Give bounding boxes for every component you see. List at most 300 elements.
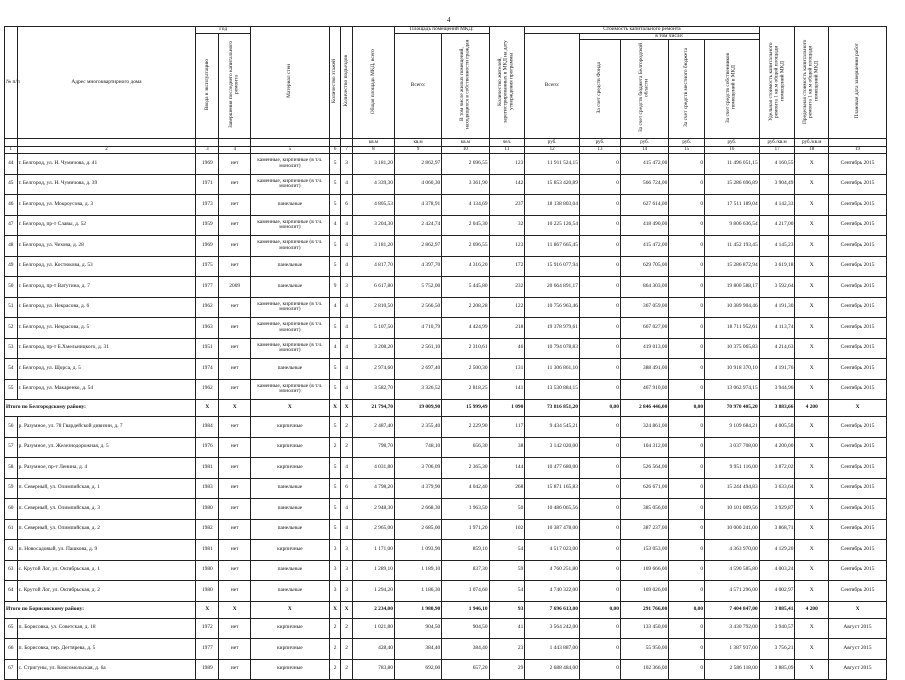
cell-en: 3	[341, 560, 353, 581]
column-index-cell: 16	[705, 147, 760, 154]
cell-cl: 0	[669, 359, 705, 380]
row-number: 62	[5, 540, 18, 561]
cell-res: 41	[489, 618, 525, 639]
cell-pa: 4 379,90	[394, 478, 441, 499]
cell-cl: 0	[669, 478, 705, 499]
cell-mx: X	[795, 318, 829, 339]
address-cell: п. Борисовка, ул. Советская, д. 18	[17, 618, 196, 639]
header-region: За счет средств бюджета Белгородской области	[620, 40, 668, 139]
cell-en: 4	[341, 359, 353, 380]
cell-dt: X	[829, 601, 887, 618]
cell-cl: 0	[669, 458, 705, 479]
cell-ct: 4 517 023,00	[525, 540, 580, 561]
cell-y2: нет	[219, 417, 251, 438]
address-cell: с. Крутой Лог, ул. Октябрьская, д. 1	[17, 560, 196, 581]
column-index-cell: 12	[525, 147, 580, 154]
column-index-cell: 17	[759, 147, 795, 154]
cell-cl: 0	[669, 277, 705, 298]
cell-pa: 4 397,70	[394, 256, 441, 277]
cell-en: X	[341, 400, 353, 417]
cell-po: 2 310,61	[442, 338, 489, 359]
cell-fl: 3	[329, 560, 341, 581]
row-number: 46	[5, 195, 18, 216]
cell-res: 218	[489, 318, 525, 339]
cell-us: 3 872,02	[759, 458, 795, 479]
table-row	[5, 379, 887, 400]
cell-cr: 388 491,00	[620, 359, 668, 380]
cell-mx: X	[795, 195, 829, 216]
table-row	[5, 417, 887, 438]
cell-ta: 1 289,10	[352, 560, 394, 581]
unit-cell: кв.м	[394, 139, 441, 147]
cell-y1: 1989	[196, 659, 219, 680]
cell-ct: 18 138 803,04	[525, 195, 580, 216]
cell-pa: 2 685,00	[394, 519, 441, 540]
cell-ct: 20 664 891,17	[525, 277, 580, 298]
cell-cr: 526 564,00	[620, 458, 668, 479]
cell-y1: 1963	[196, 318, 219, 339]
table-row	[5, 618, 887, 639]
cell-po: 2 818,25	[442, 379, 489, 400]
cell-ct: 2 688 484,00	[525, 659, 580, 680]
cell-co: 10 918 370,10	[705, 359, 760, 380]
address-cell: п. Северный, ул. Олимпийская, д. 3	[17, 499, 196, 520]
column-index-cell: 19	[829, 147, 887, 154]
cell-y2: нет	[219, 560, 251, 581]
cell-ta: 2 234,00	[352, 601, 394, 618]
cell-dt: Сентябрь 2015	[829, 437, 887, 458]
cell-ct: 15 871 165,83	[525, 478, 580, 499]
cell-us: 4 113,74	[759, 318, 795, 339]
row-number: 50	[5, 277, 18, 298]
column-index-cell: 9	[394, 147, 441, 154]
cell-cf: 0	[579, 519, 620, 540]
cell-y1: 1971	[196, 174, 219, 195]
cell-cr: 324 861,00	[620, 417, 668, 438]
cell-en: 4	[341, 318, 353, 339]
table-row	[5, 581, 887, 602]
address-cell: р. Разумное, ул. 78 Гвардейской дивизии, д. 7	[17, 417, 196, 438]
table-row	[5, 338, 887, 359]
row-number: 57	[5, 437, 18, 458]
cell-ct: 10 387 478,00	[525, 519, 580, 540]
row-number: 54	[5, 359, 18, 380]
cell-cl: 0,00	[669, 601, 705, 618]
cell-us: 3 756,21	[759, 639, 795, 660]
cell-mx: X	[795, 639, 829, 660]
cell-cr: 418 490,00	[620, 215, 668, 236]
unit-cell	[17, 139, 196, 147]
cell-y1: 1983	[196, 478, 219, 499]
cell-y1: 1962	[196, 379, 219, 400]
cell-y1: 1977	[196, 277, 219, 298]
cell-po: 2 208,28	[442, 297, 489, 318]
address-cell: г. Белгород, пр-т Славы, д. 52	[17, 215, 196, 236]
cell-en: 2	[341, 618, 353, 639]
cell-cl: 0	[669, 236, 705, 257]
cell-cf: 0	[579, 338, 620, 359]
unit-cell	[196, 139, 219, 147]
cell-res: 141	[489, 379, 525, 400]
cell-mat: каменные, кирпичные (в т.ч. монолит)	[250, 338, 329, 359]
cell-ct: 10 794 078,83	[525, 338, 580, 359]
cell-ta: 4 805,53	[352, 195, 394, 216]
cell-pa: 3 706,09	[394, 458, 441, 479]
cell-cf: 0	[579, 195, 620, 216]
cell-ta: 3 582,70	[352, 379, 394, 400]
cell-dt: Сентябрь 2015	[829, 236, 887, 257]
cell-co: 9 806 636,54	[705, 215, 760, 236]
cell-co: 18 711 952,61	[705, 318, 760, 339]
cell-mat: панельные	[250, 256, 329, 277]
header-wall-material: Материал стен	[250, 27, 329, 139]
cell-mx: X	[795, 659, 829, 680]
address-cell: п. Борисовка, пер. Дегтярева, д. 5	[17, 639, 196, 660]
cell-y1: 1984	[196, 417, 219, 438]
header-year-built: Ввода в эксплуатацию	[196, 33, 219, 138]
cell-po: 2 696,55	[442, 154, 489, 175]
column-index-cell: 15	[669, 147, 705, 154]
cell-res: 59	[489, 560, 525, 581]
cell-us: 3 940,57	[759, 618, 795, 639]
cell-co: 7 404 847,00	[705, 601, 760, 618]
address-cell: р. Разумное, ул. Железнодорожная, д. 5	[17, 437, 196, 458]
cell-mat: кирпичные	[250, 540, 329, 561]
cell-y2: нет	[219, 659, 251, 680]
cell-mat: панельные	[250, 195, 329, 216]
cell-cf: 0	[579, 236, 620, 257]
cell-ct: 13 530 884,15	[525, 379, 580, 400]
column-index-cell: 14	[620, 147, 668, 154]
cell-co: 1 387 937,00	[705, 639, 760, 660]
cell-pa: 2 566,50	[394, 297, 441, 318]
cell-fl: X	[329, 601, 341, 618]
header-year-last-repair: Завершения последнего капитального ремонта	[219, 33, 251, 138]
table-row	[5, 195, 887, 216]
cell-co: 3 037 708,00	[705, 437, 760, 458]
cell-ct: 4 740 322,00	[525, 581, 580, 602]
cell-res: 50	[489, 499, 525, 520]
cell-res: 38	[489, 437, 525, 458]
cell-cr: 291 766,00	[620, 601, 668, 618]
cell-y2: нет	[219, 581, 251, 602]
address-cell: р. Разумное, пр-т Ленина, д. 4	[17, 458, 196, 479]
header-floors: Количество этажей	[329, 27, 341, 139]
cell-cl: 0	[669, 581, 705, 602]
cell-y1: 1982	[196, 519, 219, 540]
cell-y2: нет	[219, 618, 251, 639]
cell-mx: X	[795, 618, 829, 639]
cell-us: 4 002,97	[759, 581, 795, 602]
cell-mx: 4 200	[795, 601, 829, 618]
cell-mat: каменные, кирпичные (в т.ч. монолит)	[250, 215, 329, 236]
cell-us: 3 592,64	[759, 277, 795, 298]
cell-cf: 0	[579, 379, 620, 400]
cell-po: 2 500,30	[442, 359, 489, 380]
cell-mat: кирпичные	[250, 659, 329, 680]
cell-mat: кирпичные	[250, 618, 329, 639]
cell-y2: нет	[219, 236, 251, 257]
cell-en: 4	[341, 215, 353, 236]
cell-pa: 2 424,74	[394, 215, 441, 236]
unit-cell: руб.	[620, 139, 668, 147]
cell-en: 2	[341, 437, 353, 458]
page-number: 4	[447, 16, 451, 24]
cell-dt: Август 2015	[829, 639, 887, 660]
column-index-cell: 11	[489, 147, 525, 154]
cell-ct: 3 142 020,00	[525, 437, 580, 458]
cell-mx: X	[795, 277, 829, 298]
column-index-cell: 8	[352, 147, 394, 154]
cell-mat: кирпичные	[250, 437, 329, 458]
cell-po: 1 971,20	[442, 519, 489, 540]
cell-co: 4 590 585,80	[705, 560, 760, 581]
header-premises-total: Всего:	[394, 33, 441, 138]
header-planned-date: Плановая дата завершения работ	[829, 27, 887, 139]
cell-cr: 415 472,00	[620, 154, 668, 175]
cell-co: 13 062 974,15	[705, 379, 760, 400]
cell-us: 4 145,23	[759, 236, 795, 257]
cell-mat: панельные	[250, 560, 329, 581]
row-number: 61	[5, 519, 18, 540]
cell-us: 4 003,24	[759, 560, 795, 581]
cell-dt: Август 2015	[829, 618, 887, 639]
cell-cr: 2 846 446,00	[620, 400, 668, 417]
unit-cell: руб.	[705, 139, 760, 147]
cell-pa: 1 980,90	[394, 601, 441, 618]
units-row	[5, 139, 887, 147]
cell-pa: 3 326,52	[394, 379, 441, 400]
cell-fl: 5	[329, 318, 341, 339]
table-row	[5, 560, 887, 581]
cell-fl: 5	[329, 379, 341, 400]
cell-fl: 4	[329, 338, 341, 359]
cell-co: 15 244 494,83	[705, 478, 760, 499]
cell-po: 2 696,55	[442, 236, 489, 257]
cell-cf: 0,00	[579, 400, 620, 417]
cell-cr: 415 472,00	[620, 236, 668, 257]
cell-us: 3 885,09	[759, 659, 795, 680]
cell-cf: 0	[579, 417, 620, 438]
row-number: 51	[5, 297, 18, 318]
row-number: 49	[5, 256, 18, 277]
cell-en: 4	[341, 519, 353, 540]
header-premises-owned: В том числе жилых помещений, находящихся в собственности граждан	[442, 33, 489, 138]
cell-mx: X	[795, 478, 829, 499]
cell-po: 837,30	[442, 560, 489, 581]
cell-co: 15 286 696,89	[705, 174, 760, 195]
cell-co: 11 496 051,15	[705, 154, 760, 175]
cell-us: 4 200,00	[759, 437, 795, 458]
cell-res: 23	[489, 639, 525, 660]
header-premises-area: Площадь помещений МКД:	[394, 27, 489, 34]
cell-cl: 0	[669, 338, 705, 359]
table-row	[5, 458, 887, 479]
cell-fl: 9	[329, 277, 341, 298]
cell-cl: 0	[669, 215, 705, 236]
row-number: 66	[5, 639, 18, 660]
row-number: 59	[5, 478, 18, 499]
cell-co: 2 586 118,00	[705, 659, 760, 680]
header-total-area: Общая площадь МКД, всего	[352, 27, 394, 139]
cell-y1: 1969	[196, 154, 219, 175]
cell-po: 4 042,40	[442, 478, 489, 499]
cell-y1: 1977	[196, 639, 219, 660]
cell-cl: 0	[669, 379, 705, 400]
table-row	[5, 318, 887, 339]
column-index-cell: 18	[795, 147, 829, 154]
cell-mat: панельные	[250, 581, 329, 602]
cell-res: 117	[489, 417, 525, 438]
cell-ct: 10 756 963,46	[525, 297, 580, 318]
cell-co: 11 452 193,45	[705, 236, 760, 257]
cell-ta: 1 294,20	[352, 581, 394, 602]
column-index-cell: 10	[442, 147, 489, 154]
header-residents: Количество жителей, зарегистрированных в МКД на дату утверждения программы	[489, 27, 525, 139]
cell-cr: 566 724,00	[620, 174, 668, 195]
cell-ct: 19 378 979,61	[525, 318, 580, 339]
cell-ta: 21 794,70	[352, 400, 394, 417]
cell-us: 3 929,87	[759, 499, 795, 520]
cell-co: 10 101 009,56	[705, 499, 760, 520]
cell-cl: 0	[669, 154, 705, 175]
cell-cf: 0,00	[579, 601, 620, 618]
cell-pa: 2 668,30	[394, 499, 441, 520]
cell-ta: 2 948,30	[352, 499, 394, 520]
cell-dt: Сентябрь 2015	[829, 215, 887, 236]
table-row	[5, 478, 887, 499]
cell-mx: X	[795, 338, 829, 359]
cell-y1: 1951	[196, 338, 219, 359]
cell-mat: каменные, кирпичные (в т.ч. монолит)	[250, 154, 329, 175]
cell-cf: 0	[579, 437, 620, 458]
cell-dt: Сентябрь 2015	[829, 581, 887, 602]
cell-y2: нет	[219, 359, 251, 380]
cell-mx: X	[795, 174, 829, 195]
cell-po: 4 134,69	[442, 195, 489, 216]
cell-fl: 5	[329, 519, 341, 540]
total-row	[5, 400, 887, 417]
cell-ta: 783,80	[352, 659, 394, 680]
cell-pa: 692,00	[394, 659, 441, 680]
header-address: Адрес многоквартирного дома	[17, 27, 196, 139]
cell-co: 9 109 684,21	[705, 417, 760, 438]
row-number: 44	[5, 154, 18, 175]
cell-en: 2	[341, 659, 353, 680]
unit-cell	[219, 139, 251, 147]
cell-mat: панельные	[250, 359, 329, 380]
cell-dt: Сентябрь 2015	[829, 195, 887, 216]
cell-fl: 5	[329, 359, 341, 380]
cell-co: 10 389 904,46	[705, 297, 760, 318]
header-max-cost: Предельная стоимость капитального ремонта 1 кв.м общей площади помещений МКД	[795, 27, 829, 139]
cell-y2: нет	[219, 379, 251, 400]
cell-dt: Сентябрь 2015	[829, 318, 887, 339]
cell-y2: нет	[219, 174, 251, 195]
cell-y2: нет	[219, 195, 251, 216]
cell-res: 93	[489, 601, 525, 618]
unit-cell: чел.	[489, 139, 525, 147]
cell-en: 4	[341, 499, 353, 520]
cell-cr: 55 950,00	[620, 639, 668, 660]
row-number: 47	[5, 215, 18, 236]
cell-cr: 467 910,00	[620, 379, 668, 400]
cell-cf: 0	[579, 256, 620, 277]
cell-fl: 5	[329, 174, 341, 195]
cell-y2: нет	[219, 458, 251, 479]
cell-y2: нет	[219, 540, 251, 561]
cell-co: 4 363 970,00	[705, 540, 760, 561]
cell-dt: Сентябрь 2015	[829, 458, 887, 479]
column-index-cell: 7	[341, 147, 353, 154]
cell-po: 4 316,20	[442, 256, 489, 277]
cell-ta: 4 339,30	[352, 174, 394, 195]
table-row	[5, 499, 887, 520]
cell-mx: X	[795, 437, 829, 458]
cell-po: 2 365,30	[442, 458, 489, 479]
cell-cl: 0	[669, 195, 705, 216]
cell-pa: 5 752,00	[394, 277, 441, 298]
cell-mx: X	[795, 256, 829, 277]
cell-y2: 2009	[219, 277, 251, 298]
cell-dt: Сентябрь 2015	[829, 359, 887, 380]
cell-cr: 169 666,00	[620, 560, 668, 581]
cell-cf: 0	[579, 458, 620, 479]
cell-en: 4	[341, 174, 353, 195]
cell-mat: кирпичные	[250, 417, 329, 438]
cell-mx: 4 200	[795, 400, 829, 417]
unit-cell	[341, 139, 353, 147]
cell-cl: 0	[669, 618, 705, 639]
row-number: 52	[5, 318, 18, 339]
cell-po: 384,40	[442, 639, 489, 660]
cell-us: 4 191,76	[759, 359, 795, 380]
cell-dt: Сентябрь 2015	[829, 519, 887, 540]
cell-fl: 2	[329, 659, 341, 680]
cell-pa: 748,10	[394, 437, 441, 458]
cell-mat: каменные, кирпичные (в т.ч. монолит)	[250, 318, 329, 339]
row-number: 60	[5, 499, 18, 520]
cell-cr: 387 237,00	[620, 519, 668, 540]
cell-en: 3	[341, 277, 353, 298]
cell-dt: Сентябрь 2015	[829, 154, 887, 175]
cell-cr: 864 303,00	[620, 277, 668, 298]
address-cell: г. Белгород, ул. Некрасова, д. 6	[17, 297, 196, 318]
cell-cf: 0	[579, 560, 620, 581]
row-number: 45	[5, 174, 18, 195]
cell-res: 122	[489, 297, 525, 318]
cell-dt: Сентябрь 2015	[829, 174, 887, 195]
cell-fl: X	[329, 400, 341, 417]
cell-cf: 0	[579, 318, 620, 339]
cell-y2: X	[219, 400, 251, 417]
address-cell: п. Новосадовый, ул. Пашкова, д. 9	[17, 540, 196, 561]
header-specific-cost: Удельная стоимость капитального ремонта 1 кв.м общей площади помещений МКД	[759, 27, 795, 139]
cell-y1: 1980	[196, 581, 219, 602]
table-row	[5, 256, 887, 277]
cell-y1: 1962	[196, 297, 219, 318]
cell-mat: панельные	[250, 499, 329, 520]
header-owners: За счет средств собственников помещений в МКД	[705, 40, 760, 139]
address-cell: г. Белгород, ул. Щорса, д. 5	[17, 359, 196, 380]
cell-res: 54	[489, 581, 525, 602]
cell-ta: 3 181,20	[352, 236, 394, 257]
cell-y2: нет	[219, 519, 251, 540]
header-incl: в том числе:	[579, 33, 759, 40]
cell-y2: нет	[219, 256, 251, 277]
cell-mat: X	[250, 601, 329, 618]
cell-pa: 19 009,90	[394, 400, 441, 417]
